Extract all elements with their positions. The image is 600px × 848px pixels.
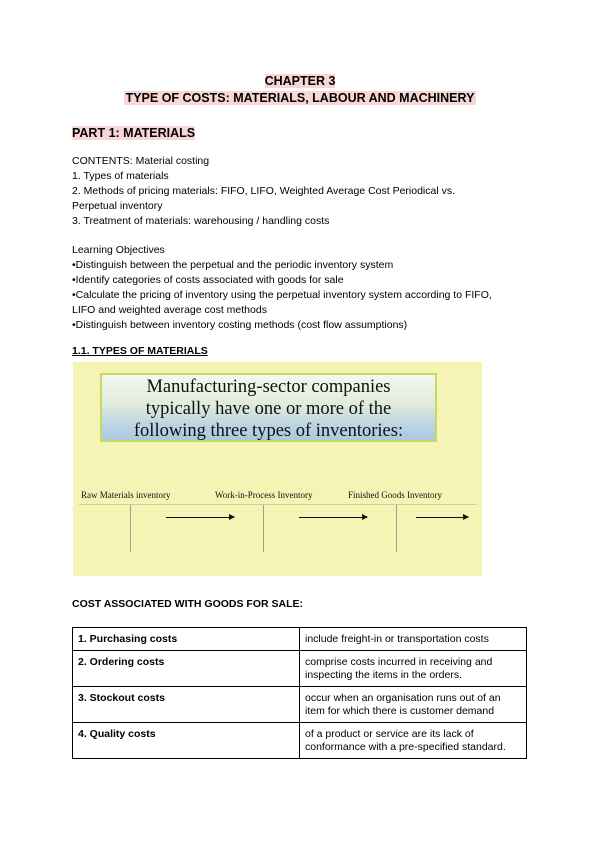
objective-item: •Identify categories of costs associated with goods for sale (72, 274, 344, 286)
part-heading-row (72, 124, 195, 142)
objectives-heading: Learning Objectives (72, 244, 165, 256)
table-row (73, 687, 527, 723)
contents-item: Perpetual inventory (72, 200, 163, 212)
objective-item: •Distinguish between the perpetual and the periodic inventory system (72, 259, 394, 271)
contents-heading: CONTENTS: Material costing (72, 155, 210, 167)
chapter-heading (0, 72, 600, 90)
work-in-process-label: Work-in-Process Inventory (215, 490, 313, 500)
raw-materials-label: Raw Materials inventory (81, 490, 171, 500)
flow-arrow (416, 517, 468, 518)
cost-desc-cell: comprise costs incurred in receiving and inspecting the items in the orders. (300, 651, 527, 687)
cost-desc-cell: of a product or service are its lack of conformance with a pre-specified standard. (300, 723, 527, 759)
table-row (73, 723, 527, 759)
table-row (73, 628, 527, 651)
objectives-block (72, 243, 542, 333)
flow-arrow (166, 517, 234, 518)
cost-name-cell: 2. Ordering costs (73, 651, 300, 687)
figure-baseline (79, 504, 477, 505)
flow-arrow (299, 517, 367, 518)
figure-title-line: following three types of inventories: (133, 421, 404, 441)
cost-desc-cell: include freight-in or transportation costs (300, 628, 527, 651)
objective-item: •Calculate the pricing of inventory using the perpetual inventory system according to FIFO, (72, 289, 492, 301)
contents-item: 3. Treatment of materials: warehousing / handling costs (72, 215, 330, 227)
contents-block (72, 154, 532, 229)
divider-line (263, 505, 264, 552)
figure-title-box (100, 373, 437, 442)
cost-name-cell: 3. Stockout costs (73, 687, 300, 723)
figure-title-line: typically have one or more of the (145, 399, 392, 419)
contents-item: 1. Types of materials (72, 170, 169, 182)
cost-section-heading: COST ASSOCIATED WITH GOODS FOR SALE: (72, 598, 303, 610)
chapter-title: TYPE OF COSTS: MATERIALS, LABOUR AND MACHINERY (125, 91, 475, 105)
cost-desc-cell: occur when an organisation runs out of an item for which there is customer demand (300, 687, 527, 723)
part-heading: PART 1: MATERIALS (72, 126, 196, 140)
contents-item: 2. Methods of pricing materials: FIFO, LIFO, Weighted Average Cost Periodical vs. (72, 185, 456, 197)
divider-line (130, 505, 131, 552)
objective-item: •Distinguish between inventory costing methods (cost flow assumptions) (72, 319, 408, 331)
inventory-types-figure (73, 362, 482, 576)
objective-item: LIFO and weighted average cost methods (72, 304, 267, 316)
cost-table (72, 627, 527, 759)
table-row (73, 651, 527, 687)
cost-name-cell: 1. Purchasing costs (73, 628, 300, 651)
figure-title-line: Manufacturing-sector companies (146, 377, 391, 397)
section-heading: 1.1. TYPES OF MATERIALS (72, 345, 208, 357)
finished-goods-label: Finished Goods Inventory (348, 490, 442, 500)
chapter-number: CHAPTER 3 (264, 74, 336, 88)
cost-name-cell: 4. Quality costs (73, 723, 300, 759)
chapter-title-row (0, 89, 600, 107)
divider-line (396, 505, 397, 552)
